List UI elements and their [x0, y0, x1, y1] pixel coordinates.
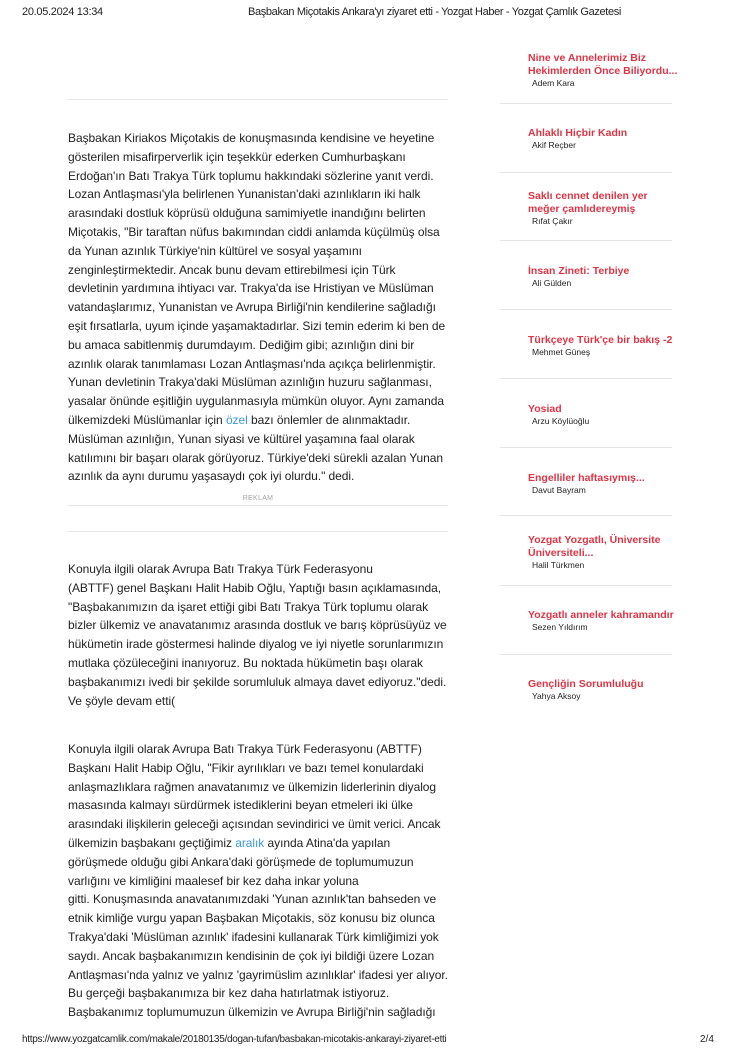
- text-line: masasında kalmayı sürdürmek istediklerini beyan etmeleri iki ülke: [68, 798, 413, 813]
- text-line: arasındaki ilişkilerin geleceği açısından sevindirici ve ümit verici. Ancak: [68, 817, 441, 832]
- text-line: "Başbakanımızın da işaret ettiği gibi Batı Trakya Türk toplumu olarak: [68, 599, 429, 614]
- text-line: hükümetin irade göstermesi halinde diyalog ve iyi niyetle sorunlarımızın: [68, 637, 444, 652]
- ad-label: REKLAM: [242, 495, 274, 502]
- text-line: azınlık olarak tanımlaması Lozan Antlaşması'nda açıkça belirlenmiştir.: [68, 356, 436, 371]
- sidebar-item-title[interactable]: Hekimlerden Önce Biliyordu...: [528, 65, 678, 77]
- text-line: vatandaşlarımız, Yunanistan ve Avrupa Birliği'nin kendilerine sağladığı: [68, 300, 436, 315]
- article-paragraph-3: [68, 740, 460, 1022]
- ad-bottom-divider: [68, 531, 448, 532]
- sidebar-item-title[interactable]: Ahlaklı Hiçbir Kadın: [528, 127, 628, 139]
- print-header: [0, 6, 750, 20]
- text-segment: ayında Atina'da yapılan: [264, 835, 391, 850]
- sidebar-item-author: Davut Bayram: [532, 485, 586, 495]
- sidebar-item-author: Halil Türkmen: [532, 560, 585, 570]
- text-line: yasalar önünde eşitliğin uygulanmasıyla mümkün oluyor. Aynı zamanda: [68, 394, 444, 409]
- print-url: https://www.yozgatcamlik.com/makale/20180135/dogan-tufan/basbakan-micotakis-ankarayi-ziyaret-etti: [22, 1034, 447, 1045]
- text-line: görüşmede olduğu gibi Ankara'daki görüşmede de toplumumuzun: [68, 854, 414, 869]
- sidebar-item[interactable]: [500, 472, 672, 496]
- text-line: Erdoğan'ın Batı Trakya Türk toplumu hakkındaki sözlerine yanıt verdi.: [68, 168, 434, 183]
- sidebar-divider: [500, 172, 672, 173]
- text-line: Bu gerçeği başbakanımıza bir kez daha hatırlatmak istiyoruz.: [68, 986, 390, 1001]
- text-line: başbakanımızı ivedi bir şekilde sorumluluk almaya davet ediyoruz."dedi.: [68, 674, 447, 689]
- text-line: da Yunan azınlık Türkiye'nin kültürel ve sosyal yaşamını: [68, 243, 362, 258]
- text-line: eşit fırsatlarla, uyum içinde yaşamaktadırlar. Sizi temin ederim ki ben de: [68, 318, 446, 333]
- sidebar-divider: [500, 515, 672, 516]
- sidebar-item[interactable]: [500, 265, 672, 289]
- text-line: katılımını bir başarı olarak görüyoruz. Türkiye'deki sürekli azalan Yunan: [68, 450, 444, 465]
- sidebar-item[interactable]: [500, 190, 672, 227]
- sidebar-item-author: Mehmet Güneş: [532, 347, 591, 357]
- sidebar-item[interactable]: [500, 334, 672, 358]
- sidebar-item[interactable]: [500, 403, 672, 427]
- text-line: varlığını ve kimliğini maalesef bir kez daha inkar yoluna: [68, 873, 359, 888]
- sidebar-item-title[interactable]: Gençliğin Sorumluluğu: [528, 678, 644, 690]
- sidebar-divider: [500, 309, 672, 310]
- text-line: Konuyla ilgili olarak Avrupa Batı Trakya Türk Federasyonu: [68, 562, 373, 576]
- sidebar-item-title[interactable]: Yozgatlı anneler kahramandır: [528, 609, 674, 621]
- sidebar-divider: [500, 654, 672, 655]
- text-line: Lozan Antlaşması'yla belirlenen Yunanistan'daki azınlıkların iki halk: [68, 187, 421, 202]
- sidebar-item-author: Adem Kara: [532, 78, 575, 88]
- text-line: Yunan devletinin Trakya'daki Müslüman azınlığın huzuru sağlanması,: [68, 375, 432, 390]
- text-line: etnik kimliğe vurgu yapan Başbakan Miçotakis, söz konusu biz olunca: [68, 911, 435, 926]
- text-line: bu amaca sabitlenmiş durumdayım. Dediğim gibi; azınlığın dini bir: [68, 337, 415, 352]
- text-line: Ve şöyle devam etti(: [68, 693, 176, 708]
- text-line: Konuyla ilgili olarak Avrupa Batı Trakya Türk Federasyonu (ABTTF): [68, 742, 422, 756]
- sidebar-item[interactable]: [500, 52, 678, 89]
- sidebar-divider: [500, 240, 672, 241]
- sidebar-item[interactable]: [500, 678, 672, 702]
- text-line-with-link: [68, 411, 460, 430]
- ad-top-divider: [68, 505, 448, 506]
- text-line: anlaşmazlıklara rağmen anavatanımız ve ülkemizin liderlerinin diyalog: [68, 779, 437, 794]
- article-paragraph-2: [68, 560, 460, 710]
- sidebar-item-title[interactable]: meğer çamlıdereymiş: [528, 203, 636, 215]
- sidebar-item-author: Ali Gülden: [532, 278, 572, 288]
- text-segment: bazı önlemler de alınmaktadır.: [247, 412, 411, 427]
- text-segment: ülkemizin başbakanı geçtiğimiz: [68, 835, 236, 850]
- article-top-divider: [68, 99, 448, 100]
- text-line: mutlaka çözüleceğini inanıyoruz. Bu noktada hükümetin başı olarak: [68, 655, 423, 670]
- text-line: saydı. Ancak başbakanımızın kendisinin de çok iyi bildiği üzere Lozan: [68, 948, 435, 963]
- print-page-number: 2/4: [700, 1034, 714, 1045]
- print-page-title: Başbakan Miçotakis Ankara'yı ziyaret etti - Yozgat Haber - Yozgat Çamlık Gazetesi: [248, 6, 622, 18]
- text-line: devletinin yardımına ihtiyacı var. Trakya'da ise Hristiyan ve Müslüman: [68, 281, 434, 296]
- text-line: Başkanı Halit Habip Oğlu, "Fikir ayrılıkları ve bazı temel konulardaki: [68, 760, 424, 775]
- sidebar-divider: [500, 103, 672, 104]
- sidebar-item-author: Arzu Köylüoğlu: [532, 416, 590, 426]
- sidebar-divider: [500, 447, 672, 448]
- sidebar-item-title[interactable]: Yozgat Yozgatlı, Üniversite: [528, 534, 661, 546]
- sidebar-divider: [500, 585, 672, 586]
- sidebar-item-title[interactable]: Türkçeye Türk'çe bir bakış -2: [528, 334, 673, 346]
- text-line: (ABTTF) genel Başkanı Halit Habib Oğlu, Yaptığı basın açıklamasında,: [68, 580, 442, 595]
- sidebar-item-title[interactable]: Üniversiteli...: [528, 547, 594, 559]
- text-line: arasındaki dostluk köprüsü olduğuna samimiyetle inandığını belirten: [68, 206, 426, 221]
- sidebar-item[interactable]: [500, 609, 672, 633]
- sidebar-item-title[interactable]: İnsan Zineti: Terbiye: [528, 265, 630, 277]
- aralik-link[interactable]: aralık: [235, 835, 265, 850]
- sidebar-item-author: Rıfat Çakır: [532, 216, 573, 226]
- text-line: Antlaşması'nda yalnız ve yalnız 'gayrimüslim azınlıklar' ifadesi yer alıyor.: [68, 967, 448, 982]
- article-paragraph-1: [68, 129, 460, 486]
- print-datetime: 20.05.2024 13:34: [22, 6, 103, 18]
- sidebar-item-title[interactable]: Saklı cennet denilen yer: [528, 190, 648, 202]
- sidebar-divider: [500, 378, 672, 379]
- text-line: Trakya'daki 'Müslüman azınlık' ifadesini kullanarak Türk kimliğimizi yok: [68, 929, 439, 944]
- sidebar-item[interactable]: [500, 534, 672, 571]
- sidebar-item-title[interactable]: Nine ve Annelerimiz Biz: [528, 52, 647, 64]
- sidebar-item-title[interactable]: Engelliler haftasıymış...: [528, 472, 645, 484]
- text-line: Miçotakis, "Bir taraftan nüfus bakımından ciddi anlamda küçülmüş olsa: [68, 224, 440, 239]
- ozel-link[interactable]: özel: [225, 412, 248, 427]
- sidebar-item-author: Yahya Aksoy: [532, 691, 581, 701]
- text-line: gitti. Konuşmasında anavatanımızdaki 'Yunan azınlık'tan bahseden ve: [68, 892, 437, 907]
- text-line: Başbakanımız toplumumuzun ülkemizin ve Avrupa Birliği'nin sağladığı: [68, 1005, 436, 1020]
- text-line: Başbakan Kiriakos Miçotakis de konuşmasında kendisine ve heyetine: [68, 131, 435, 145]
- text-line-with-link: [68, 834, 460, 853]
- text-line: bizler ülkemiz ve anavatanımız arasında dostluk ve barış köprüsüyüz ve: [68, 618, 447, 633]
- sidebar-item-title[interactable]: Yosiad: [528, 403, 562, 415]
- text-segment: ülkemizdeki Müslümanlar için: [68, 412, 226, 427]
- text-line: zenginleştirmektedir. Ancak bunu devam ettirebilmesi için Türk: [68, 262, 396, 277]
- sidebar-item-author: Sezen Yıldırım: [532, 622, 588, 632]
- text-line: azınlık da aynı durumu yaşasaydı çok iyi olurdu." dedi.: [68, 469, 355, 484]
- sidebar-item[interactable]: [500, 127, 672, 151]
- sidebar-item-author: Akif Reçber: [532, 140, 576, 150]
- text-line: gösterilen misafirperverlik için teşekkür ederken Cumhurbaşkanı: [68, 149, 406, 164]
- text-line: Müslüman azınlığın, Yunan siyasi ve kültürel yaşamına faal olarak: [68, 431, 415, 446]
